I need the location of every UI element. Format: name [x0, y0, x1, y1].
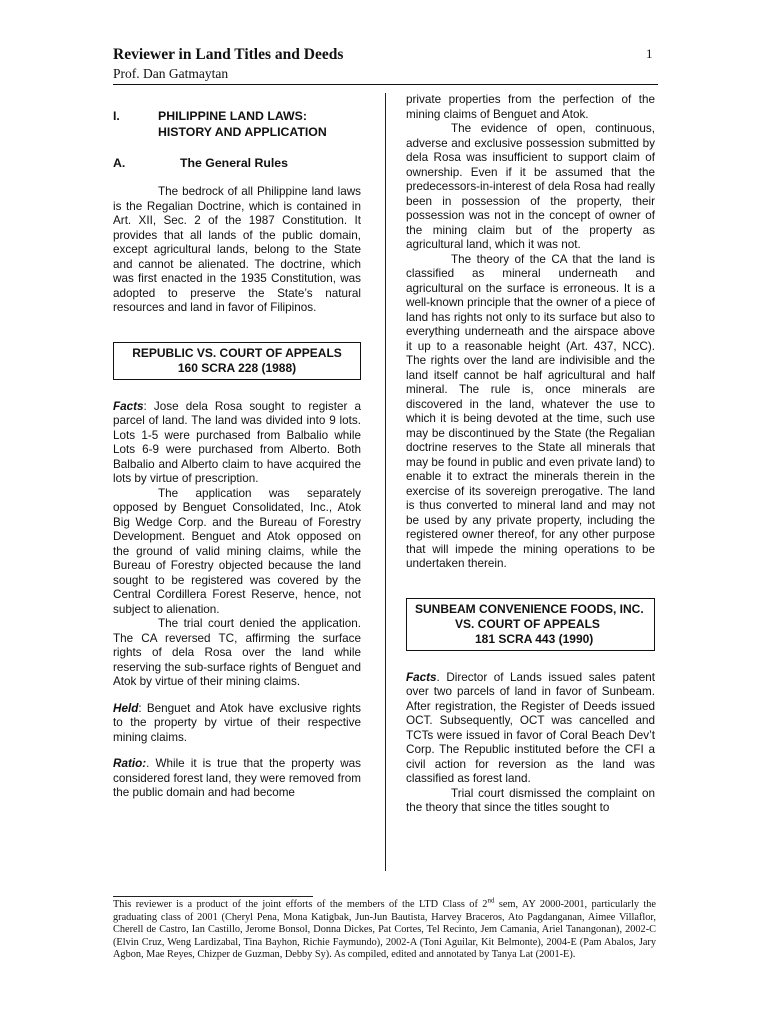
ratio-paragraph — [113, 757, 361, 801]
footnote — [113, 896, 656, 962]
case-2-name-line-2: VS. COURT OF APPEALS — [455, 616, 600, 631]
column-divider — [385, 93, 386, 871]
footnote-rule — [113, 896, 313, 897]
held-paragraph — [113, 702, 361, 746]
evidence-paragraph: The evidence of open, continuous, adverse and exclusive possession submitted by dela Rosa was insufficient to support claim of ownership. Even if it be assumed that the predecessors-in-interest of dela Rosa had really been in possession of the property, their possession was not in the concept of owner of the mining claim but of the property as agricultural land, which it was not. — [406, 122, 655, 251]
case-2-facts-paragraph-2: Trial court dismissed the complaint on the theory that since the titles sought to — [406, 786, 655, 814]
section-title — [158, 108, 327, 140]
continued-paragraph: private properties from the perfection of the mining claims of Benguet and Atok. — [406, 93, 655, 121]
ratio-label: Ratio: — [113, 757, 147, 770]
subsection-heading — [113, 155, 361, 171]
document-title: Reviewer in Land Titles and Deeds — [113, 46, 344, 63]
facts-text: : Jose dela Rosa sought to register a parcel of land. The land was divided into 9 lots. Lots 1-5 were purchased from Balbalio while Lots 6-9 were purchased from Alberto. Both Balbalio and Alberto claim to have acquired the lots by virtue of prescription. — [113, 399, 361, 485]
case-title-box — [113, 342, 361, 380]
left-column — [113, 108, 361, 801]
header-rule — [113, 84, 658, 85]
held-label: Held — [113, 701, 139, 715]
case-2-facts-label: Facts — [406, 670, 437, 684]
case-name: REPUBLIC VS. COURT OF APPEALS — [132, 345, 342, 360]
right-column — [406, 93, 655, 816]
case-2-name: SUNBEAM CONVENIENCE FOODS, INC. — [415, 601, 644, 616]
case-2-facts-text: . Director of Lands issued sales patent over two parcels of land in favor of Sunbeam. After registration, the Register of Deeds issued OCT. Subsequently, OCT was cancelled and TCTs were issued in favor of Coral Beach Dev’t Corp. The Republic instituted before the CFI a civil action for reversion as the land was classified as forest land. — [406, 670, 655, 785]
case-title-box-2 — [406, 598, 655, 651]
author-name: Prof. Dan Gatmaytan — [113, 66, 229, 81]
footnote-text-1: This reviewer is a product of the joint efforts of the members of the LTD Class of 2 — [113, 899, 488, 910]
section-title-line-1: PHILIPPINE LAND LAWS: — [158, 109, 307, 123]
facts-paragraph-2: The application was separately opposed by Benguet Consolidated, Inc., Atok Big Wedge Corp. and the Bureau of Forestry Development. Benguet and Atok opposed on the ground of valid mining claims, while the Bureau of Forestry objected because the land sought to be registered was covered by the Central Cordillera Forest Reserve, hence, not subject to alienation. — [113, 486, 361, 616]
case-2-facts-paragraph — [406, 671, 655, 787]
intro-paragraph: The bedrock of all Philippine land laws is the Regalian Doctrine, which is contained in Art. XII, Sec. 2 of the 1987 Constitution. It provides that all lands of the public domain, except agricultural lands, belong to the State and cannot be alienated. The doctrine, which was first enacted in the 1935 Constitution, was adopted to preserve the State’s natural resources and land in favor of Filipinos. — [113, 185, 361, 314]
section-title-line-2: HISTORY AND APPLICATION — [158, 125, 327, 139]
ratio-text: . While it is true that the property was considered forest land, they were removed from the public domain and had become — [113, 757, 361, 799]
facts-label: Facts — [113, 399, 144, 413]
page-number: 1 — [646, 46, 653, 61]
section-number: I. — [113, 109, 120, 123]
footnote-superscript: nd — [487, 896, 495, 905]
footnote-text-2: sem, AY 2000-2001, particularly the graduating class of 2001 (Cheryl Pena, Mona Katigbak, Jun-Jun Bautista, Harvey Braceros, Ato Pagdanganan, Aimee Villaflor, Cherell de Castro, Ian Castillo, Jerome Bonsol, Donna Dickes, Pat Cortes, Tel Recinto, Jem Camania, Ariel Tanangonan), 2002-C (Elvin Cruz, Weng Lardizabal, Tina Bayhon, Richie Faymundo), 2002-A (Toni Aguilar, Kit Belmonte), 2004-E (Pam Abalos, Jary Agbon, Mae Reyes, Chizper de Guzman, Debby Sy). As compiled, edited and annotated by Tanya Lat (2001-E). — [113, 899, 656, 961]
case-citation: 160 SCRA 228 (1988) — [177, 360, 297, 375]
section-heading — [113, 108, 361, 140]
facts-paragraph-3: The trial court denied the application. The CA reversed TC, affirming the surface rights of dela Rosa over the land while reserving the sub-surface rights of Benguet and Atok by virtue of their mining claims. — [113, 617, 361, 688]
theory-paragraph: The theory of the CA that the land is classified as mineral underneath and agricultural on the surface is erroneous. It is a well-known principle that the owner of a piece of land has rights not only to its surface but also to everything underneath and the airspace above it up to a reasonable height (Art. 437, NCC). The rights over the land are indivisible and the land itself cannot be half agricultural and half mineral. The rule is, once minerals are discovered in the land, whatever the use to which it is being devoted at the time, such use may be discontinued by the State (the Regalian doctrine reserves to the State all minerals that may be found in public and even private land) to enable it to extract the minerals therein in the exercise of its sovereign prerogative. The land is thus converted to mineral land and may not be used by any private property, including the registered owner thereof, for any other purpose that will impede the mining operations to be undertaken therein. — [406, 252, 655, 570]
subsection-title: The General Rules — [180, 156, 288, 170]
case-2-citation: 181 SCRA 443 (1990) — [475, 631, 594, 646]
subsection-number: A. — [113, 156, 126, 170]
held-text: : Benguet and Atok have exclusive rights to the property by virtue of their respective mining claims. — [113, 701, 361, 744]
facts-paragraph — [113, 400, 361, 487]
